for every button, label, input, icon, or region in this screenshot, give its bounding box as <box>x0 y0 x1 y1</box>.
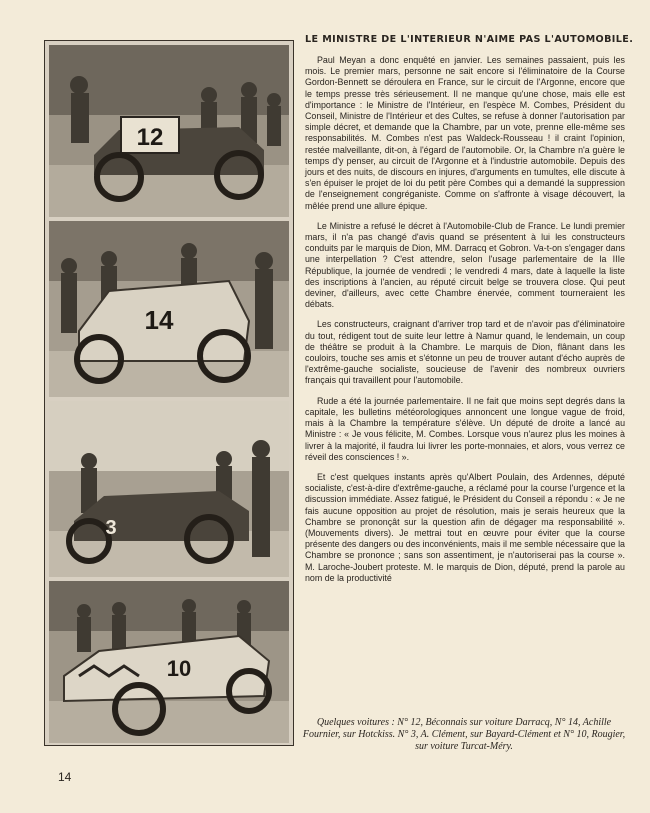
article-body <box>305 32 634 593</box>
race-car-photo-3 <box>49 401 289 577</box>
car-number-label: 10 <box>166 656 192 681</box>
paragraph: Rude a été la journée parlementaire. Il ne fait que moins sept degrés dans la capitale, les bulletins météorologiques annoncent une longue vague de froid, mais à la Chambre la température s'élève. Un député de droite a lancé au Ministre : « Je vous félicite, M. Combes. Lorsque vous n'aurez plus les moines à livrer à la majorité, il faudra lui livrer les porte-monnaies, et alors, vous verrez ce réveil des consciences ! ». <box>305 395 625 462</box>
paragraph: Les constructeurs, craignant d'arriver trop tard et de n'avoir pas d'éliminatoire du tout, rédigent tout de suite leur lettre à Namur quand, le lendemain, un coup de théâtre se produit à la Chambre. Le marquis de Dion, flânant dans les couloirs, touche ses amis et s'étonne un peu de trouver autant d'écho auprès de l'extrême-gauche socialiste, soucieuse de l'avenir des nombreux ouvriers français qui travaillent pour l'automobile. <box>305 319 625 386</box>
car-number-label: 3 <box>105 517 117 539</box>
paragraph: Et c'est quelques instants après qu'Albert Poulain, des Ardennes, député socialiste, c'est-à-dire d'extrême-gauche, a réclamé pour la course l'urgence et la discussion immédiate. Assez fatigué, le Président du Conseil a répondu : « Je ne fais aucune opposition au projet de résolution, mais je serais heureux que la Chambre se prononçât sur la question afin de dégager ma responsabilité ». (Mouvements divers). Je mettrai tout en œuvre pour éviter que la course présente des dangers ou des inconvénients, mais il me semble nécessaire que la Chambre se prononce ; sans son assentiment, je n'autoriserai pas la course ». M. Laroche-Joubert proteste. M. le marquis de Dion, député, prend la parole au nom de la productivité <box>305 471 625 583</box>
paragraph: Paul Meyan a donc enquêté en janvier. Les semaines passaient, puis les mois. Le premier mars, personne ne sait encore si l'éliminatoire de la Course Gordon-Bennett se déroulera en France, sur le circuit de l'Argonne, encore que le temps presse très sérieusement. Il ne manque qu'une chose, mais elle est d'importance : le Ministre de l'Intérieur, en l'espèce M. Combes, Président du Conseil, Ministre de l'Intérieur et des Cultes, se refuse à donner l'autorisation par simple décret, et demande que la Chambre, par un vote, prenne elle-même ses responsabilités. M. Combes n'est pas Waldeck-Rousseau ! il craint l'opinion, restée malveillante, dit-on, à l'égard de l'automobile. Or, la Chambre n'a guère le temps d'y penser, au circuit de l'Argonne et à l'industrie automobile. Depuis des jours et des nuits, de discours en injures, d'arguments en tumultes, elle discute à s'en épuiser le projet de loi du petit père Combes qui a demandé la suppression de l'enseignement congréganiste. Comme on s'affronte à visage découvert, la mêlée prend une allure épique. <box>305 55 625 211</box>
photo-caption: Quelques voitures : N° 12, Béconnais sur voiture Darracq, N° 14, Achille Fournier, sur Hotckiss. N° 3, A. Clément, sur Bayard-Clément et N° 10, Rougier, sur voiture Turcat-Méry. <box>302 717 626 752</box>
race-car-photo-12 <box>49 45 289 217</box>
page-number: 14 <box>58 770 72 784</box>
race-car-photo-10 <box>49 581 289 743</box>
paragraph: Le Ministre a refusé le décret à l'Automobile-Club de France. Le lundi premier mars, il n'a pas changé d'avis quand se présentent à lui les constructeurs conduits par le marquis de Dion, MM. Darracq et Gobron. Va-t-on s'engager dans une interpellation ? C'est attendre, selon l'usage parlementaire de la IIIe République, la journée de vendredi ; le vendredi 4 mars, date à laquelle la liste des inscriptions à l'ancien, au réputé circuit belge se trouvera close. Qui peut deviner, d'ailleurs, avec cette Chambre énervée, comment tourneraient les débats. <box>305 220 625 310</box>
race-car-photo-14 <box>49 221 289 397</box>
car-number-label: 14 <box>144 305 174 335</box>
article-headline: LE MINISTRE DE L'INTERIEUR N'AIME PAS L'AUTOMOBILE. <box>305 34 634 45</box>
car-number-label: 12 <box>136 124 164 151</box>
photo-column <box>44 40 294 746</box>
